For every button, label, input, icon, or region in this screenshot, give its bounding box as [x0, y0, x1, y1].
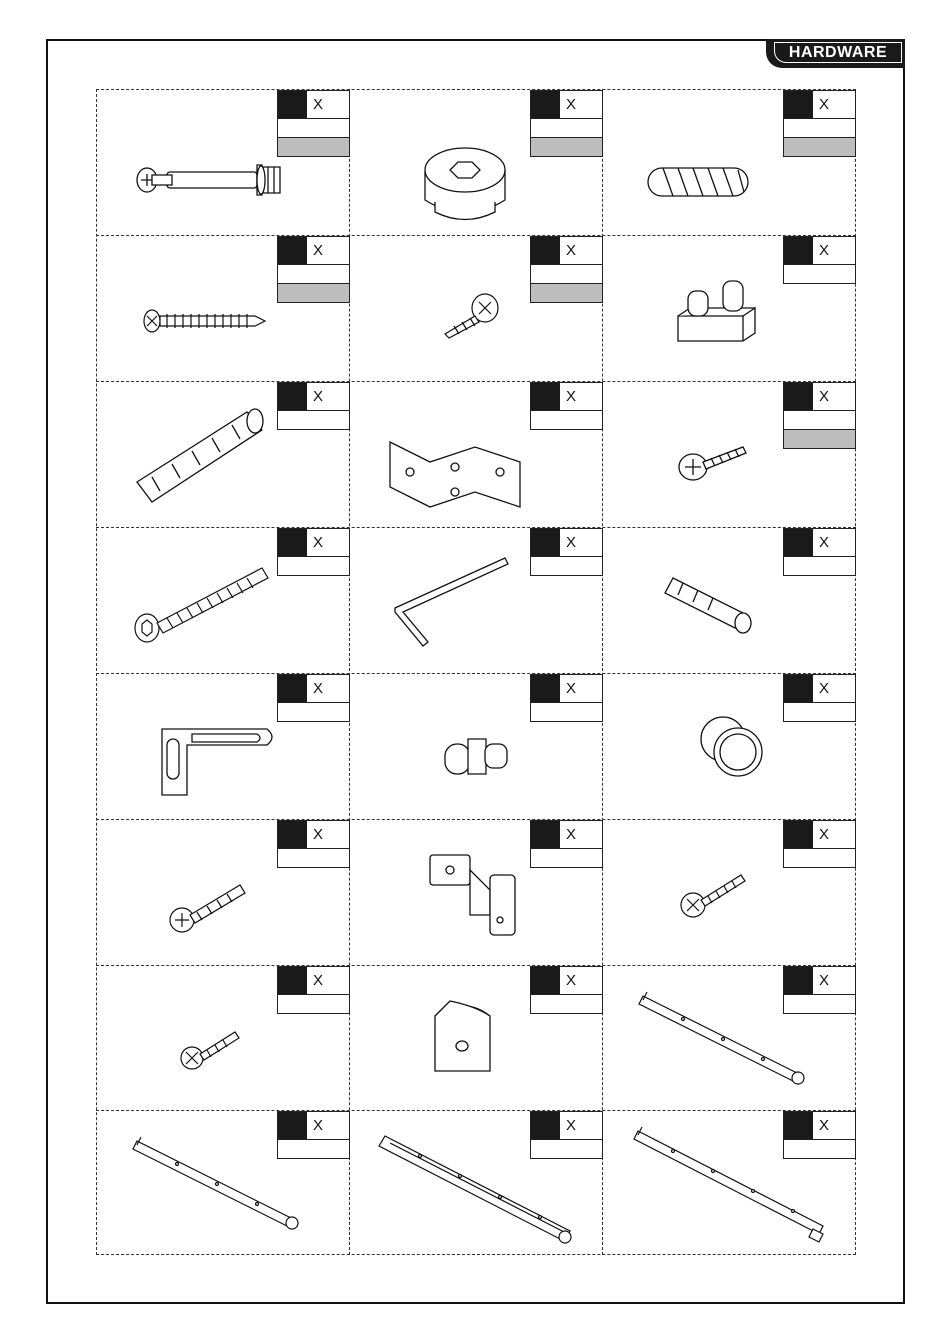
quantity-field: [530, 703, 603, 722]
quantity-prefix: X: [313, 96, 324, 113]
shaded-field: [277, 284, 350, 303]
quantity-label: [277, 382, 350, 430]
hardware-item: [350, 966, 603, 1112]
quantity-field: [277, 557, 350, 576]
quantity-label: [530, 236, 603, 303]
quantity-field: [783, 119, 856, 138]
quantity-label: [530, 1111, 603, 1159]
hardware-item: [350, 1111, 603, 1257]
quantity-field: [277, 849, 350, 868]
shaded-field: [530, 284, 603, 303]
quantity-label: [783, 1111, 856, 1159]
quantity-label: [530, 674, 603, 722]
hardware-item: [603, 966, 856, 1112]
quantity-field: [783, 703, 856, 722]
quantity-prefix: X: [566, 242, 577, 259]
part-code-swatch: [784, 821, 813, 848]
quantity-label: [277, 820, 350, 868]
part-code-swatch: [278, 529, 307, 556]
hardware-item: [603, 236, 856, 382]
part-code-swatch: [784, 91, 813, 118]
hardware-item: [97, 966, 350, 1112]
quantity-label: [530, 382, 603, 430]
hardware-item: [350, 90, 603, 236]
hardware-item: [97, 820, 350, 966]
part-code-swatch: [531, 383, 560, 410]
hardware-item: [97, 1111, 350, 1257]
hardware-item: [350, 528, 603, 674]
part-code-swatch: [784, 675, 813, 702]
quantity-prefix: X: [819, 96, 830, 113]
quantity-prefix: X: [566, 96, 577, 113]
hardware-item: [97, 528, 350, 674]
part-code-swatch: [784, 383, 813, 410]
quantity-prefix: X: [313, 680, 324, 697]
hardware-item: [603, 528, 856, 674]
quantity-prefix: X: [566, 1117, 577, 1134]
quantity-label: [783, 90, 856, 157]
quantity-field: [530, 557, 603, 576]
quantity-prefix: X: [566, 826, 577, 843]
quantity-label: [783, 674, 856, 722]
shaded-field: [783, 138, 856, 157]
hardware-item: [350, 382, 603, 528]
hardware-item: [97, 382, 350, 528]
part-code-swatch: [278, 237, 307, 264]
hardware-item: [350, 236, 603, 382]
part-code-swatch: [278, 675, 307, 702]
quantity-label: [783, 236, 856, 284]
quantity-field: [783, 557, 856, 576]
quantity-prefix: X: [819, 242, 830, 259]
quantity-field: [277, 995, 350, 1014]
quantity-field: [277, 411, 350, 430]
quantity-prefix: X: [819, 972, 830, 989]
quantity-label: [277, 528, 350, 576]
quantity-label: [783, 820, 856, 868]
part-code-swatch: [278, 91, 307, 118]
quantity-label: [277, 674, 350, 722]
part-code-swatch: [784, 967, 813, 994]
quantity-field: [783, 995, 856, 1014]
quantity-prefix: X: [313, 972, 324, 989]
hardware-item: [603, 820, 856, 966]
quantity-prefix: X: [819, 1117, 830, 1134]
quantity-prefix: X: [819, 534, 830, 551]
quantity-field: [530, 1140, 603, 1159]
quantity-label: [277, 236, 350, 303]
quantity-label: [530, 528, 603, 576]
quantity-label: [277, 966, 350, 1014]
quantity-prefix: X: [313, 242, 324, 259]
part-code-swatch: [531, 967, 560, 994]
quantity-label: [530, 966, 603, 1014]
quantity-field: [783, 1140, 856, 1159]
hardware-item: [603, 90, 856, 236]
quantity-prefix: X: [313, 826, 324, 843]
hardware-item: [603, 1111, 856, 1257]
quantity-prefix: X: [313, 1117, 324, 1134]
hardware-item: [97, 90, 350, 236]
shaded-field: [277, 138, 350, 157]
quantity-field: [277, 265, 350, 284]
shaded-field: [530, 138, 603, 157]
quantity-prefix: X: [819, 826, 830, 843]
part-code-swatch: [278, 967, 307, 994]
quantity-field: [530, 119, 603, 138]
quantity-prefix: X: [566, 534, 577, 551]
quantity-label: [530, 90, 603, 157]
part-code-swatch: [278, 1112, 307, 1139]
quantity-field: [783, 265, 856, 284]
part-code-swatch: [531, 237, 560, 264]
part-code-swatch: [278, 383, 307, 410]
quantity-field: [277, 1140, 350, 1159]
quantity-label: [277, 1111, 350, 1159]
part-code-swatch: [531, 675, 560, 702]
part-code-swatch: [278, 821, 307, 848]
quantity-label: [277, 90, 350, 157]
section-title: HARDWARE: [774, 42, 902, 63]
hardware-item: [350, 820, 603, 966]
quantity-field: [530, 265, 603, 284]
quantity-field: [783, 411, 856, 430]
part-code-swatch: [531, 529, 560, 556]
quantity-label: [530, 820, 603, 868]
quantity-field: [277, 703, 350, 722]
quantity-prefix: X: [819, 680, 830, 697]
part-code-swatch: [531, 821, 560, 848]
part-code-swatch: [784, 529, 813, 556]
part-code-swatch: [531, 1112, 560, 1139]
quantity-field: [530, 995, 603, 1014]
quantity-label: [783, 382, 856, 449]
quantity-prefix: X: [313, 534, 324, 551]
quantity-prefix: X: [313, 388, 324, 405]
quantity-prefix: X: [566, 388, 577, 405]
hardware-item: [97, 674, 350, 820]
hardware-item: [603, 674, 856, 820]
quantity-field: [530, 849, 603, 868]
quantity-field: [783, 849, 856, 868]
quantity-prefix: X: [819, 388, 830, 405]
hardware-item: [603, 382, 856, 528]
part-code-swatch: [784, 1112, 813, 1139]
quantity-prefix: X: [566, 972, 577, 989]
quantity-prefix: X: [566, 680, 577, 697]
shaded-field: [783, 430, 856, 449]
quantity-label: [783, 528, 856, 576]
quantity-field: [530, 411, 603, 430]
hardware-item: [97, 236, 350, 382]
quantity-label: [783, 966, 856, 1014]
part-code-swatch: [784, 237, 813, 264]
part-code-swatch: [531, 91, 560, 118]
quantity-field: [277, 119, 350, 138]
hardware-item: [350, 674, 603, 820]
